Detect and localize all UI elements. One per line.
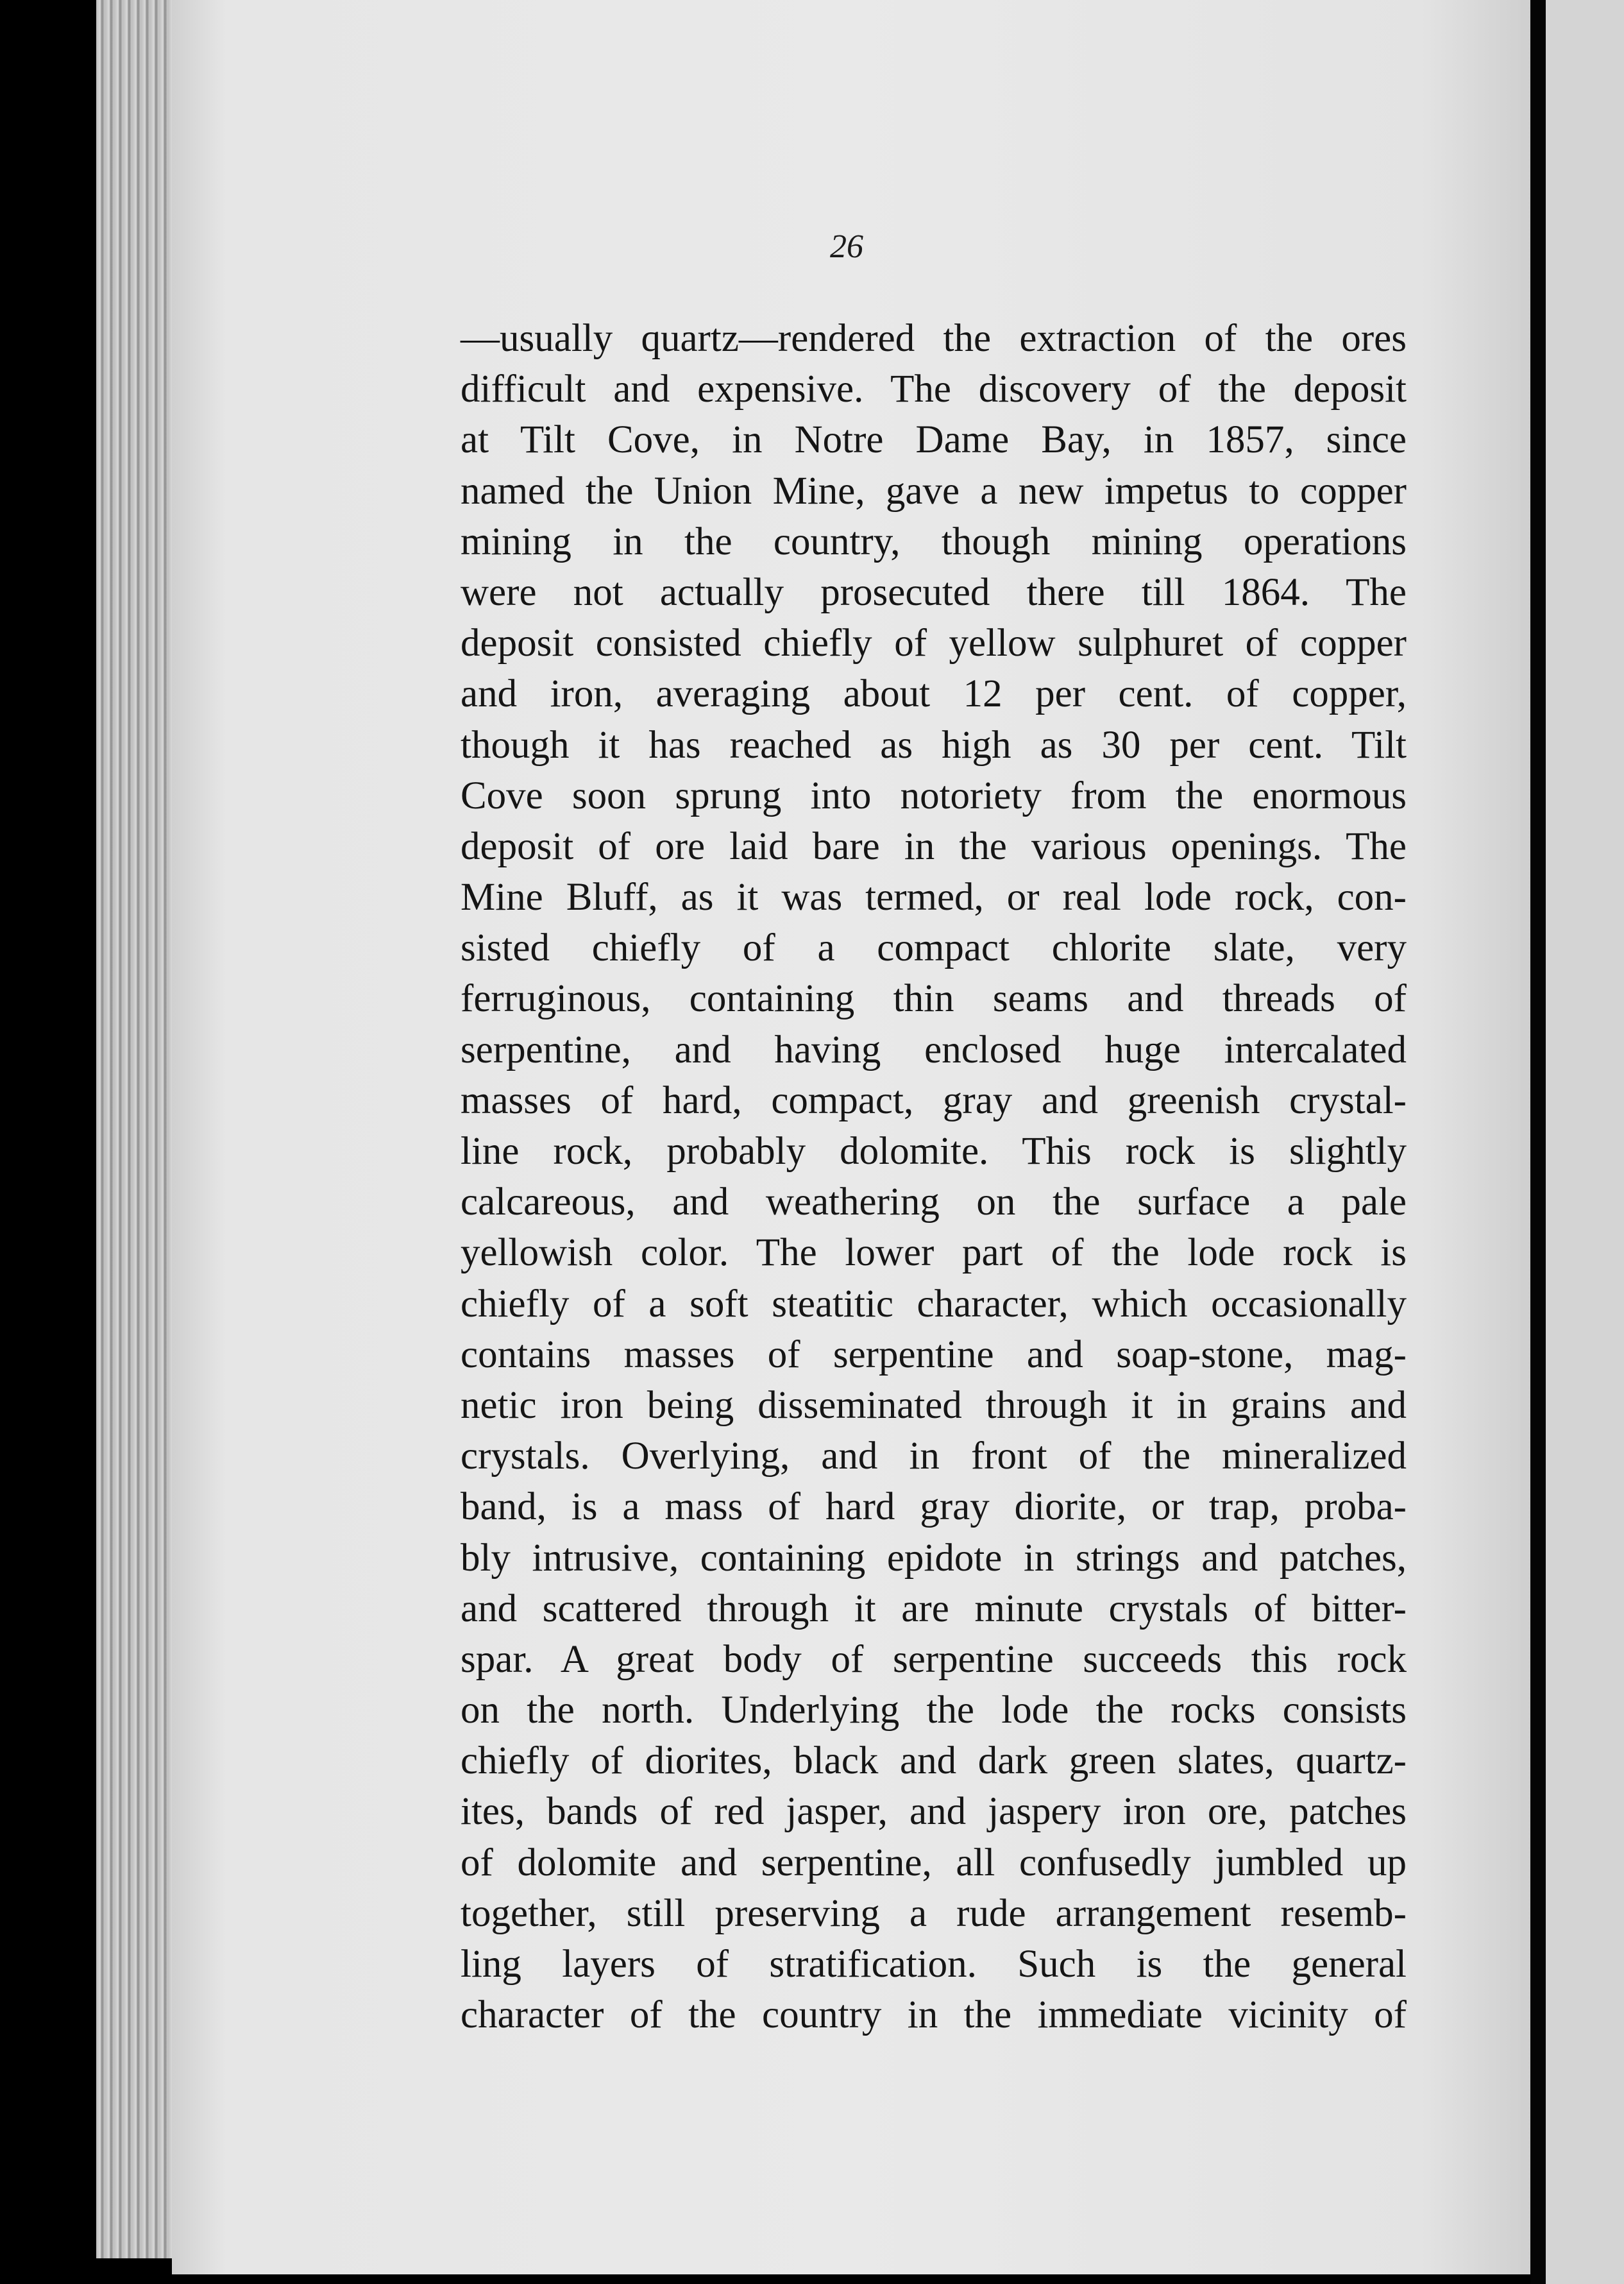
text-line: though it has reached as high as 30 per cent. Tilt bbox=[461, 723, 1407, 767]
text-line: character of the country in the immediate vicinity of bbox=[461, 1993, 1407, 2037]
text-line: masses of hard, compact, gray and greenish crystal- bbox=[461, 1078, 1407, 1122]
binding-gutter bbox=[1530, 0, 1546, 2284]
text-line: on the north. Underlying the lode the rocks consists bbox=[461, 1689, 1407, 1732]
text-line: ferruginous, containing thin seams and threads of bbox=[461, 977, 1407, 1021]
text-line: at Tilt Cove, in Notre Dame Bay, in 1857, since bbox=[461, 418, 1407, 462]
text-line: difficult and expensive. The discovery of the deposit bbox=[461, 368, 1407, 411]
text-line: calcareous, and weathering on the surface a pale bbox=[461, 1180, 1407, 1224]
text-line: Mine Bluff, as it was termed, or real lode rock, con- bbox=[461, 876, 1407, 919]
text-line: spar. A great body of serpentine succeeds this rock bbox=[461, 1637, 1407, 1681]
text-line: bly intrusive, containing epidote in strings and patches, bbox=[461, 1536, 1407, 1580]
text-line: deposit consisted chiefly of yellow sulphuret of copper bbox=[461, 622, 1407, 665]
text-line: chiefly of diorites, black and dark green slates, quartz- bbox=[461, 1739, 1407, 1783]
text-line: sisted chiefly of a compact chlorite slate, very bbox=[461, 926, 1407, 970]
text-line: together, still preserving a rude arrangement resemb- bbox=[461, 1891, 1407, 1935]
text-line: were not actually prosecuted there till 1864. The bbox=[461, 570, 1407, 614]
text-line: ites, bands of red jasper, and jaspery iron ore, patches bbox=[461, 1790, 1407, 1834]
text-line: yellowish color. The lower part of the lode rock is bbox=[461, 1231, 1407, 1275]
page-edges bbox=[96, 0, 180, 2258]
text-line: netic iron being disseminated through it in grains and bbox=[461, 1383, 1407, 1427]
text-line: crystals. Overlying, and in front of the mineralized bbox=[461, 1435, 1407, 1478]
body-text bbox=[461, 313, 1407, 2040]
text-line: mining in the country, though mining operations bbox=[461, 520, 1407, 563]
text-line: ling layers of stratification. Such is the general bbox=[461, 1943, 1407, 1986]
text-line: Cove soon sprung into notoriety from the enormous bbox=[461, 774, 1407, 817]
facing-page-edge bbox=[1546, 0, 1624, 2284]
text-line: named the Union Mine, gave a new impetus to copper bbox=[461, 469, 1407, 513]
text-line: chiefly of a soft steatitic character, which occasionally bbox=[461, 1282, 1407, 1325]
text-line: and iron, averaging about 12 per cent. of copper, bbox=[461, 672, 1407, 716]
text-line: of dolomite and serpentine, all confusedly jumbled up bbox=[461, 1841, 1407, 1884]
text-line: line rock, probably dolomite. This rock is slightly bbox=[461, 1130, 1407, 1173]
text-line: band, is a mass of hard gray diorite, or trap, proba- bbox=[461, 1485, 1407, 1529]
text-line: —usually quartz—rendered the extraction of the ores bbox=[461, 317, 1407, 360]
text-line: deposit of ore laid bare in the various openings. The bbox=[461, 824, 1407, 868]
page-number: 26 bbox=[830, 228, 863, 265]
text-line: serpentine, and having enclosed huge intercalated bbox=[461, 1028, 1407, 1071]
text-line: contains masses of serpentine and soap-stone, mag- bbox=[461, 1333, 1407, 1376]
text-line: and scattered through it are minute crystals of bitter- bbox=[461, 1587, 1407, 1630]
